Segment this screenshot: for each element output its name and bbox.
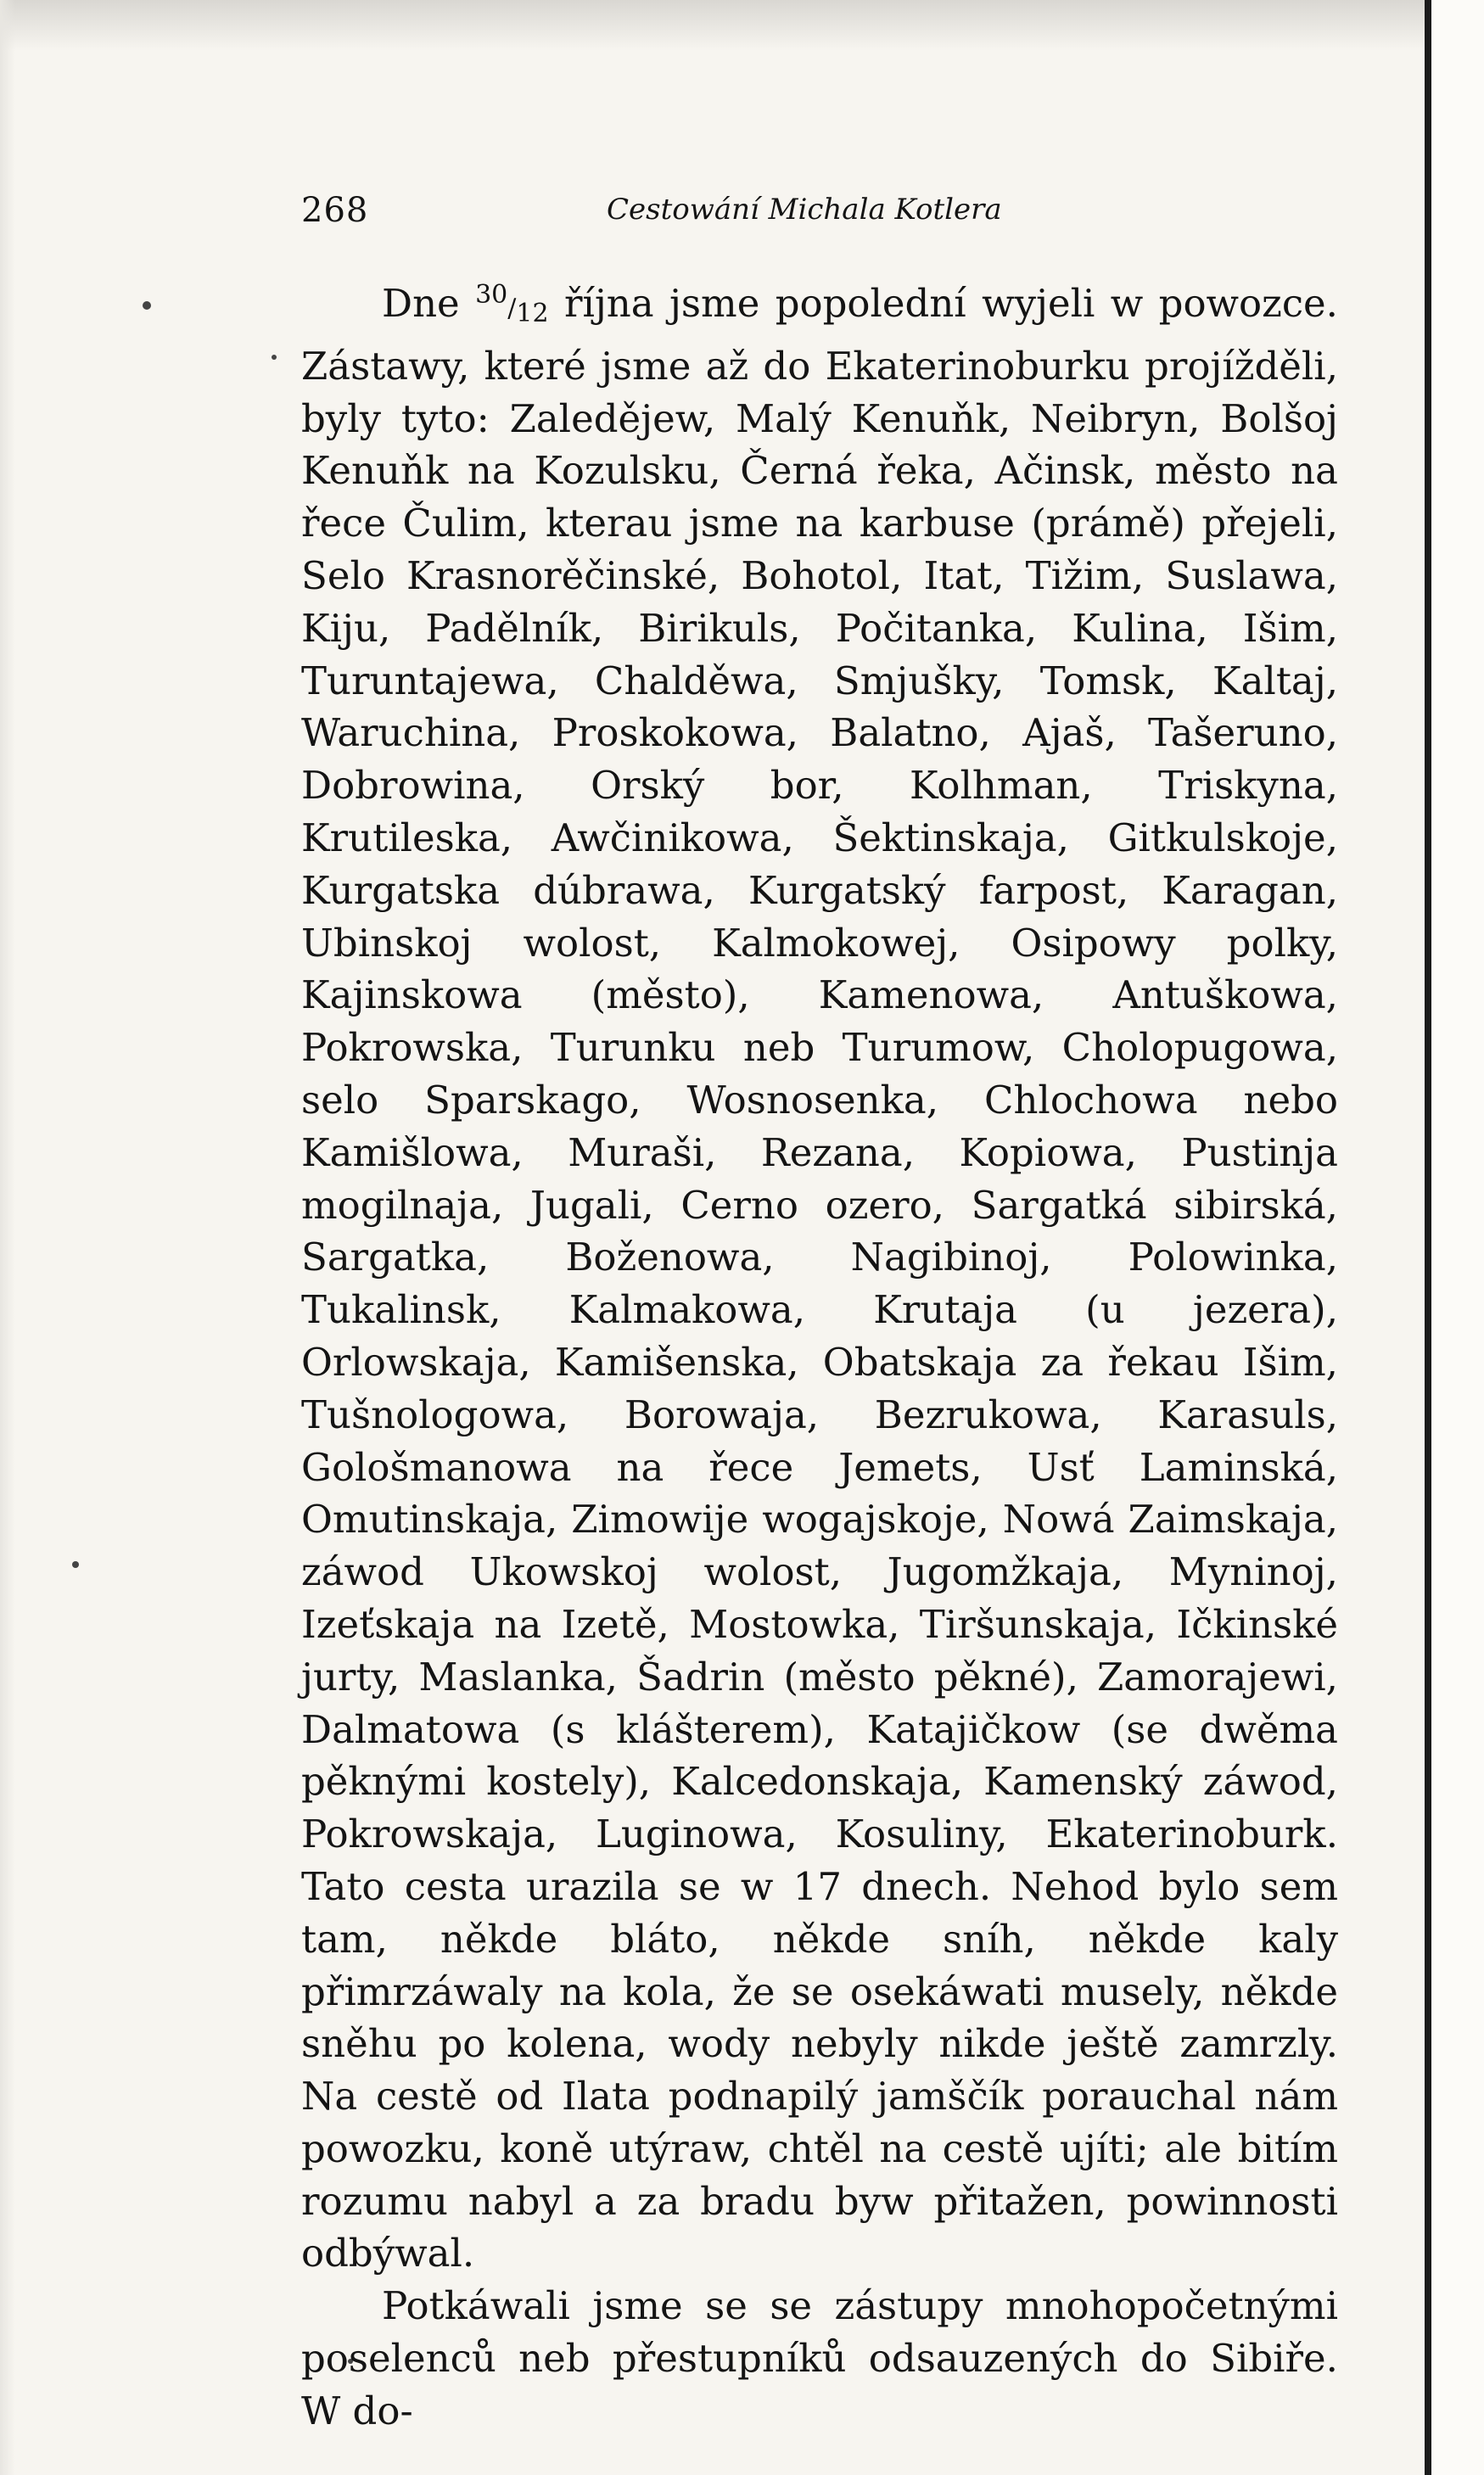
date-numerator: 30: [475, 280, 508, 310]
paragraph-journey: [301, 269, 1338, 2280]
paragraph-exiles-text: Potkáwali jsme se se zástupy mnohopočetnými poselenců neb přestupníků odsauzených do Sibiře. W do-: [301, 2283, 1338, 2433]
scan-top-shadow: [0, 0, 1484, 51]
page-body: [301, 269, 1338, 2438]
scan-left-shadow: [0, 0, 15, 2475]
paragraph-exiles: [301, 2280, 1338, 2437]
book-page: [301, 191, 1338, 2438]
page-header: [301, 191, 1338, 250]
date-denominator: 12: [516, 299, 549, 328]
running-title: Cestowání Michala Kotlera: [607, 193, 1002, 227]
paragraph-lead-word: Dne: [382, 281, 460, 326]
paragraph-journey-text: října jsme popolední wyjeli w powozce. Zástawy, které jsme až do Ekaterinoburku projížděli, byly tyto: Zaledějew, Malý Kenuňk, Neibryn, Bolšoj Kenuňk na Kozulsku, Černá řeka, Ačinsk, město na řece Čulim, kterau jsme na karbuse (prámě) přejeli, Selo Krasnorěčinské, Bohotol, Itat, Tižim, Suslawa, Kiju, Padělník, Birikuls, Počitanka, Kulina, Išim, Turuntajewa, Chalděwa, Smjušky, Tomsk, Kaltaj, Waruchina, Proskokowa, Balatno, Ajaš, Tašeruno, Dobrowina, Orský bor, Kolhman, Triskyna, Krutileska, Awčinikowa, Šektinskaja, Gitkulskoje, Kurgatska dúbrawa, Kurgatský farpost, Karagan, Ubinskoj wolost, Kalmokowej, Osipowy polky, Kajinskowa (město), Kamenowa, Antuškowa, Pokrowska, Turunku neb Turumow, Cholopugowa, selo Sparskago, Wosnosenka, Chlochowa nebo Kamišlowa, Muraši, Rezana, Kopiowa, Pustinja mogilnaja, Jugali, Cerno ozero, Sargatká sibirská, Sargatka, Boženowa, Nagibinoj, Polowinka, Tukalinsk, Kalmakowa, Krutaja (u jezera), Orlowskaja, Kamišenska, Obatskaja za řekau Išim, Tušnologowa, Borowaja, Bezrukowa, Karasuls, Gološmanowa na řece Jemets, Usť Laminská, Omutinskaja, Zimowije wogajskoje, Nowá Zaimskaja, záwod Ukowskoj wolost, Jugomžkaja, Myninoj, Izeťskaja na Izetě, Mostowka, Tiršunskaja, Ičkinské jurty, Maslanka, Šadrin (město pěkné), Zamorajewi, Dalmatowa (s klášterem), Katajičkow (se dwěma pěknými kostely), Kalcedonskaja, Kamenský záwod, Pokrowskaja, Luginowa, Kosuliny, Ekaterinoburk. Tato cesta urazila se w 17 dnech. Nehod bylo sem tam, někde bláto, někde sníh, někde kaly přimrzáwaly na kola, že se osekáwati musely, někde sněhu po kolena, wody nebyly nikde ještě zamrzly. Na cestě od Ilata podnapilý jamščík porauchal nám powozku, koně utýraw, chtěl na cestě ujíti; ale bitím rozumu nabyl a za bradu byw přitažen, powinnosti odbýwal.: [301, 281, 1338, 2276]
scan-right-margin: [1425, 0, 1484, 2475]
date-slash: /: [507, 294, 517, 323]
scan-speck: [272, 355, 277, 360]
date-fraction: [475, 280, 549, 328]
page-number: 268: [301, 191, 369, 230]
scan-speck: [143, 301, 151, 310]
scan-speck: [72, 1561, 79, 1568]
